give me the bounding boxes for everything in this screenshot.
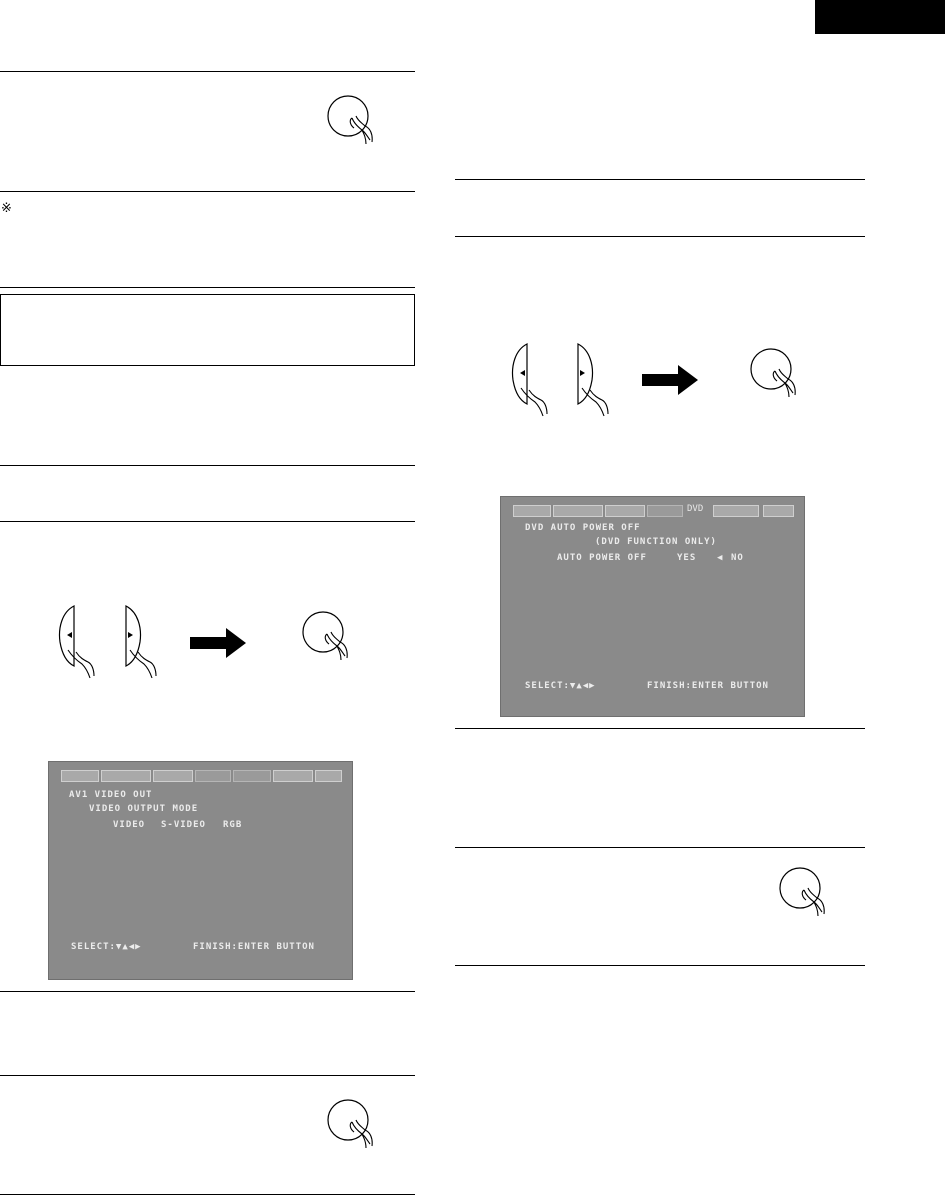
osd-setting-yes: YES bbox=[677, 553, 697, 563]
osd-title: DVD AUTO POWER OFF bbox=[525, 523, 641, 533]
osd-tab bbox=[713, 505, 759, 517]
enter-button-icon bbox=[293, 606, 365, 668]
note-symbol: ※ bbox=[1, 200, 12, 215]
osd-screen-auto-power bbox=[500, 496, 805, 717]
osd-tab bbox=[273, 770, 313, 782]
arrow-right-icon bbox=[642, 365, 698, 395]
enter-button-icon bbox=[770, 862, 842, 924]
osd-footer-select: SELECT:▼▲◀▶ bbox=[71, 942, 142, 952]
osd-tab-row bbox=[61, 770, 340, 784]
osd-tab-row bbox=[513, 505, 792, 519]
enter-button-icon bbox=[741, 343, 813, 405]
rule bbox=[0, 521, 415, 522]
right-cursor-button-icon bbox=[568, 340, 618, 420]
osd-tab-active bbox=[195, 770, 231, 782]
osd-tab-active-label: DVD bbox=[687, 504, 704, 514]
osd-setting-no: NO bbox=[731, 553, 744, 563]
osd-tab bbox=[553, 505, 603, 517]
right-cursor-button-icon bbox=[116, 602, 166, 682]
osd-tab bbox=[233, 770, 271, 782]
osd-screen-video-out bbox=[48, 761, 353, 980]
osd-footer-finish: FINISH:ENTER BUTTON bbox=[647, 681, 769, 691]
rule bbox=[0, 991, 415, 992]
osd-title: AV1 VIDEO OUT bbox=[69, 790, 153, 800]
osd-setting-arrow: ◀ bbox=[717, 553, 724, 563]
rule bbox=[455, 179, 865, 180]
rule bbox=[0, 465, 415, 466]
rule bbox=[455, 728, 865, 729]
osd-tab bbox=[605, 505, 645, 517]
osd-subtitle: (DVD FUNCTION ONLY) bbox=[595, 537, 717, 547]
osd-tab bbox=[513, 505, 551, 517]
page-corner-tab bbox=[815, 0, 945, 34]
arrow-right-icon bbox=[190, 628, 246, 658]
enter-button-icon bbox=[318, 1094, 390, 1156]
osd-tab bbox=[101, 770, 151, 782]
rule bbox=[0, 287, 415, 288]
left-cursor-button-icon bbox=[52, 602, 102, 682]
notice-box bbox=[0, 294, 415, 366]
osd-tab bbox=[647, 505, 683, 517]
osd-tab bbox=[763, 505, 794, 517]
osd-footer-finish: FINISH:ENTER BUTTON bbox=[193, 942, 315, 952]
osd-tab bbox=[61, 770, 99, 782]
osd-setting-label: AUTO POWER OFF bbox=[557, 553, 647, 563]
rule bbox=[455, 236, 865, 237]
osd-option: S-VIDEO bbox=[161, 820, 206, 830]
rule bbox=[0, 1075, 415, 1076]
left-cursor-button-icon bbox=[505, 340, 555, 420]
enter-button-icon bbox=[318, 90, 390, 152]
osd-tab bbox=[153, 770, 193, 782]
osd-footer-select: SELECT:▼▲◀▶ bbox=[525, 681, 596, 691]
rule bbox=[455, 847, 865, 848]
rule bbox=[0, 71, 415, 72]
rule bbox=[455, 965, 865, 966]
osd-line: VIDEO OUTPUT MODE bbox=[89, 804, 199, 814]
osd-tab bbox=[315, 770, 342, 782]
osd-option: VIDEO bbox=[113, 820, 146, 830]
rule bbox=[0, 191, 415, 192]
osd-option: RGB bbox=[223, 820, 243, 830]
